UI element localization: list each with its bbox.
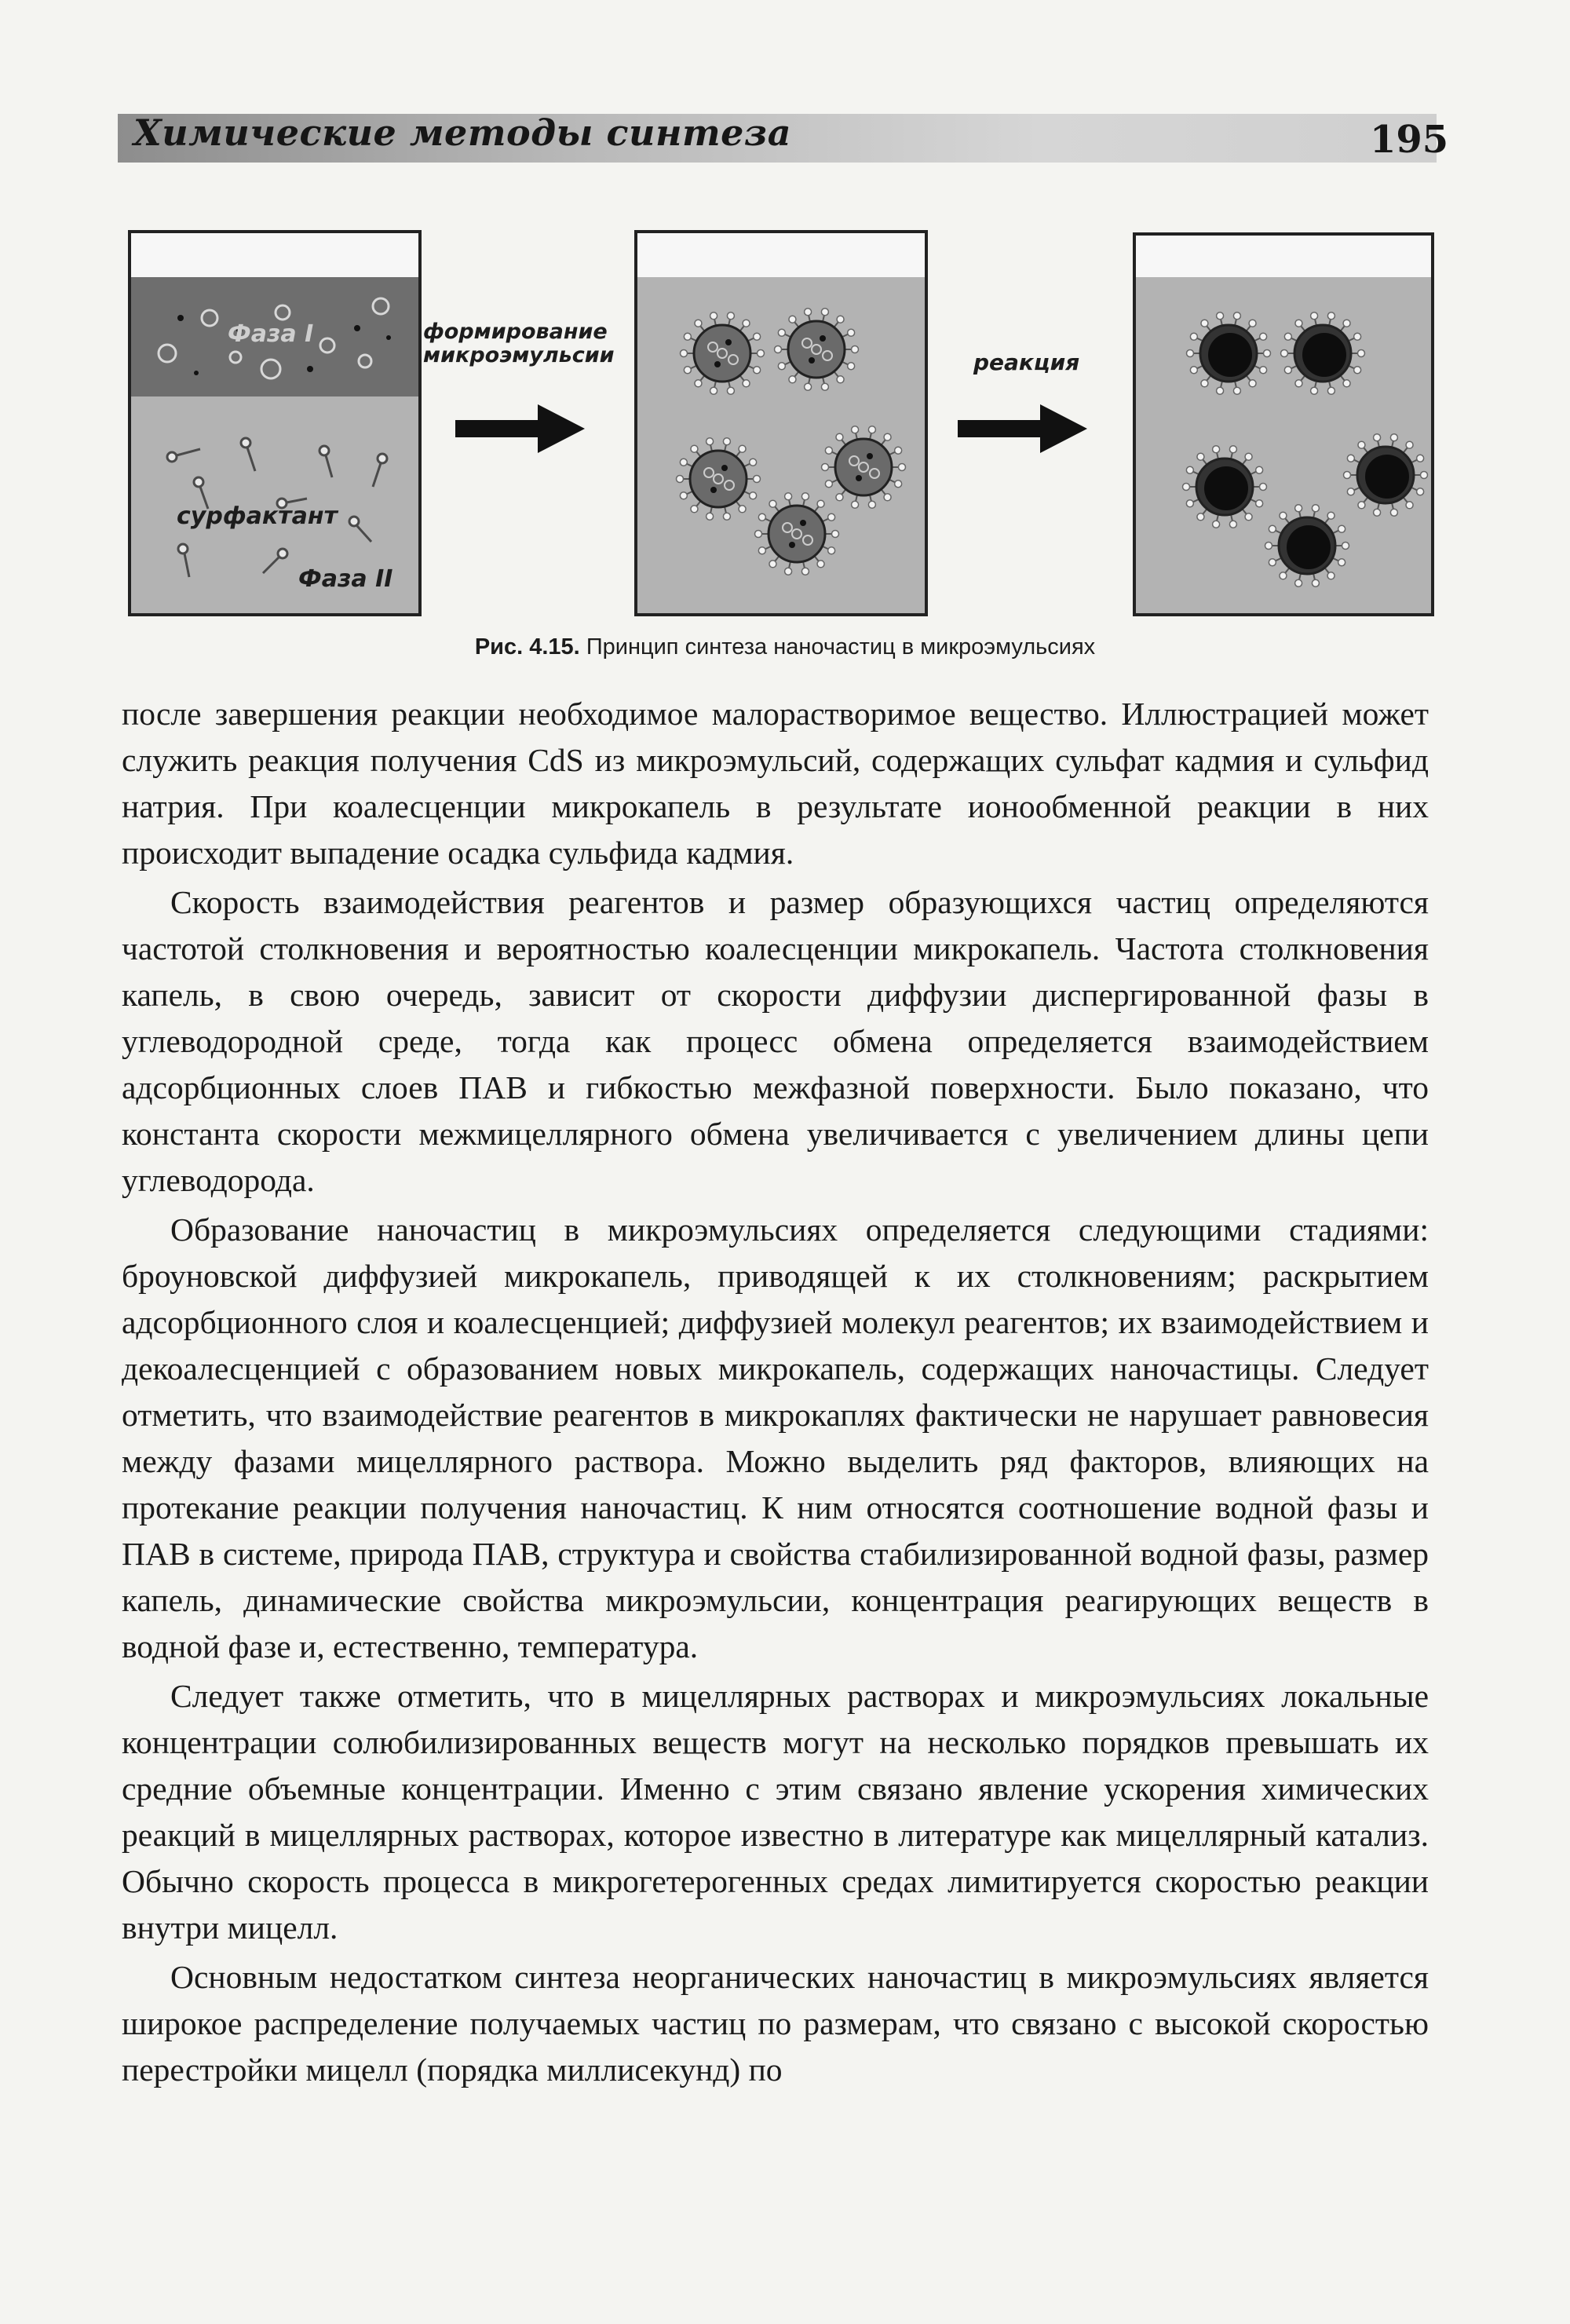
phase-2-label: Фаза II <box>298 565 393 593</box>
paragraph: Следует также отметить, что в мицеллярных растворах и микроэмульсиях локальные концентрации солюбилизированных веществ могут на несколько порядков превышать их средние объемные концентрации. Именно с этим связано явление ускорения химических реакций в мицеллярных растворах, которое известно в литературе как мицеллярный катализ. Обычно скорость процесса в микрогетерогенных средах лимитируется скоростью реакции внутри мицелл. <box>122 1678 1429 1946</box>
paragraph: Скорость взаимодействия реагентов и размер образующихся частиц определяются частотой столкновения и вероятностью коалесценции микрокапель. Частота столкновения капель, в свою очередь, зависит от скорости диффузии диспергированной фазы в углеводородной среде, тогда как процесс обмена определяется взаимодействием адсорбционных слоев ПАВ и гибкостью межфазной поверхности. Было показано, что константа скорости межмицеллярного обмена увеличивается с увеличением длины цепи углеводорода. <box>122 884 1429 1198</box>
microemulsion-diagram <box>122 228 1440 620</box>
surfactant-label: сурфактант <box>177 502 338 530</box>
caption-text: Принцип синтеза наночастиц в микроэмульсиях <box>586 634 1096 660</box>
beaker-initial <box>130 232 420 615</box>
beaker-microemulsion <box>636 232 926 615</box>
step-emulsify-label <box>423 320 615 367</box>
figure-caption <box>0 634 1570 660</box>
figure-4-15 <box>122 228 1440 620</box>
step-reaction-label: реакция <box>973 349 1080 375</box>
step-emulsify-line2: микроэмульсии <box>423 343 615 367</box>
page-number: 195 <box>1370 118 1449 162</box>
arrow-reaction <box>958 404 1087 453</box>
caption-number: Рис. 4.15. <box>474 634 580 660</box>
paragraph: после завершения реакции необходимое малорастворимое вещество. Иллюстрацией может служить реакция получения CdS из микроэмульсий, содержащих сульфат кадмия и сульфид натрия. При коалесценции микрокапель в результате ионообменной реакции в них происходит выпадение осадка сульфида кадмия. <box>122 696 1429 871</box>
paragraph: Образование наночастиц в микроэмульсиях определяется следующими стадиями: броуновской диффузией микрокапель, приводящей к их столкновениям; раскрытием адсорбционного слоя и коалесценцией; диффузией молекул реагентов; их взаимодействием и декоалесценцией с образованием новых микрокапель, содержащих наночастицы. Следует отметить, что взаимодействие реагентов в микрокаплях фактически не нарушает равновесия между фазами мицеллярного раствора. Можно выделить ряд факторов, влияющих на протекание реакции получения наночастиц. К ним относятся соотношение водной фазы и ПАВ в системе, природа ПАВ, структура и свойства стабилизированной водной фазы, размер капель, динамические свойства микроэмульсии, концентрация реагирующих веществ в водной фазе и, естественно, температура. <box>122 1211 1429 1664</box>
arrow-emulsify <box>455 404 585 453</box>
running-header-title: Химические методы синтеза <box>133 111 792 154</box>
beaker-nanoparticles <box>1134 234 1433 615</box>
step-emulsify-line1: формирование <box>423 320 608 344</box>
body-text <box>122 691 1429 2096</box>
paragraph: Основным недостатком синтеза неорганических наночастиц в микроэмульсиях является широкое распределение получаемых частиц по размерам, что связано с высокой скоростью перестройки мицелл (порядка миллисекунд) по <box>122 1959 1429 2088</box>
phase-1-label: Фаза I <box>228 320 314 348</box>
